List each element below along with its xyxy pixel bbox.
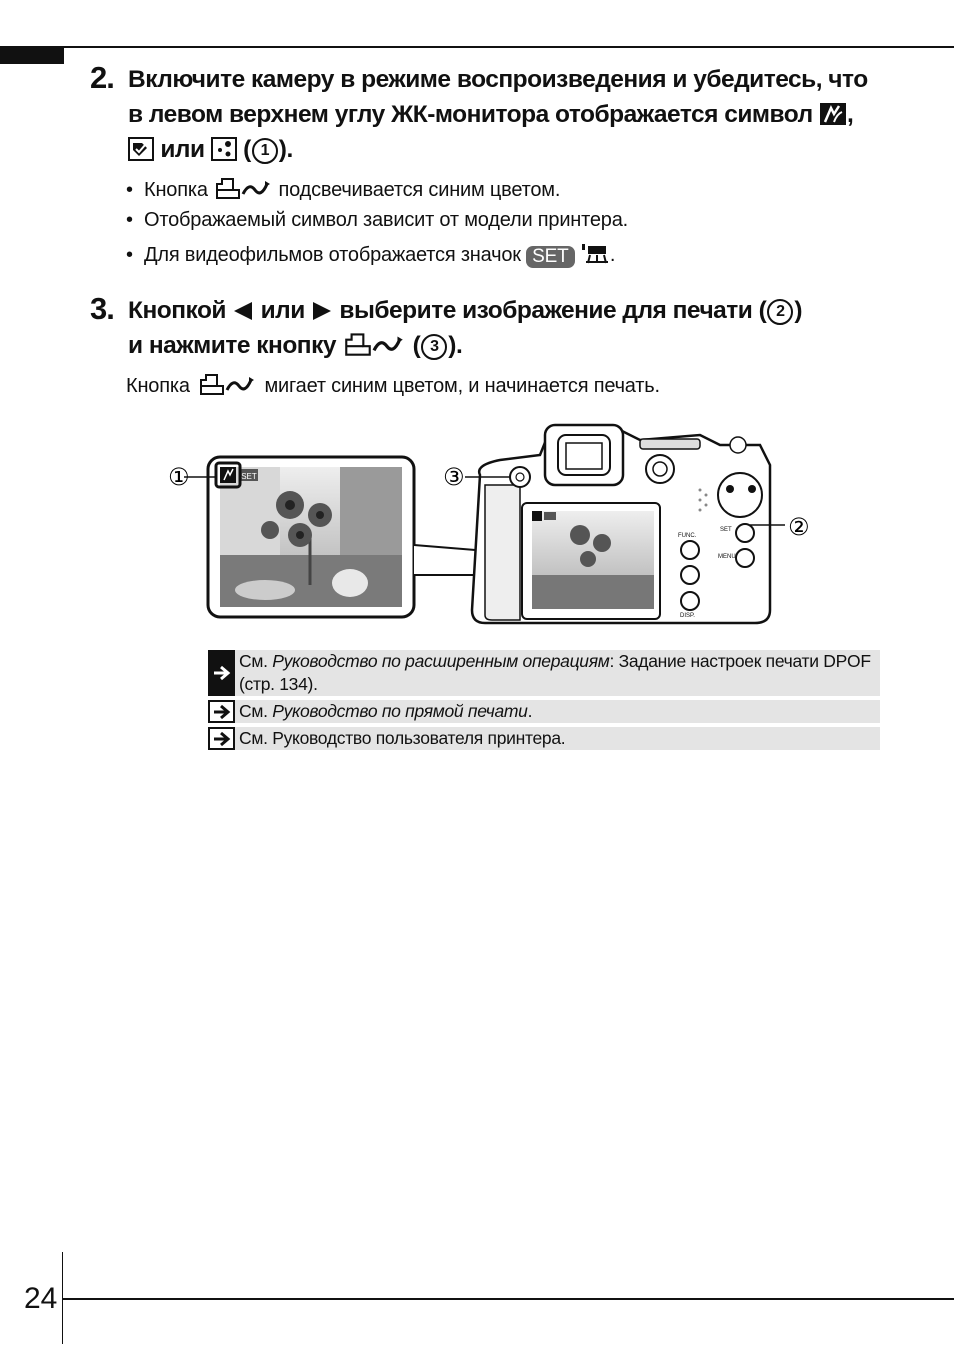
note-3-prefix: См. xyxy=(239,728,268,748)
page-number: 24 xyxy=(24,1282,58,1315)
callout-circle-1: 1 xyxy=(252,138,278,164)
step-2-line2: в левом верхнем углу ЖК-монитора отображается символ xyxy=(128,101,813,128)
step-3-pre: Кнопкой xyxy=(128,297,226,324)
note-2-italic: Руководство по прямой печати xyxy=(272,701,528,721)
note-1-italic: Руководство по расширенным операциям xyxy=(272,651,610,671)
left-arrow-icon xyxy=(232,300,254,322)
note-3 xyxy=(208,727,880,750)
top-tab-block xyxy=(0,46,64,64)
step-2-number: 2. xyxy=(90,60,114,95)
step-2-bullet-2: • Отображаемый символ зависит от модели принтера. xyxy=(126,209,628,231)
pictbridge-icon xyxy=(819,102,847,126)
note-1-rest: : Задание настроек печати DPOF xyxy=(609,651,871,671)
step-3-heading: Кнопкой или выберите изображение для печати ( 2 ) и нажмите кнопку ( 3 ). xyxy=(128,297,802,359)
footer-rule xyxy=(62,1298,954,1300)
callout-1: ① xyxy=(168,463,190,491)
callout-circle-2: 2 xyxy=(767,299,793,325)
step-3-line2: и нажмите кнопку xyxy=(128,332,336,359)
print-share-icon xyxy=(195,372,259,396)
enlarged-lcd xyxy=(208,457,414,617)
step-3-body-pre: Кнопка xyxy=(126,375,190,397)
bullet-3-text: Для видеофильмов отображается значок xyxy=(144,244,521,266)
step-2-line1: Включите камеру в режиме воспроизведения и убедитесь, что xyxy=(128,66,868,93)
note-1 xyxy=(208,650,880,696)
top-rule xyxy=(0,46,954,48)
arrow-icon xyxy=(208,700,235,723)
reference-notes xyxy=(208,650,880,754)
step-2-bullet-1: • Кнопка подсвечивается синим цветом. xyxy=(126,176,560,202)
printer-dots-icon xyxy=(211,137,237,161)
set-badge: SET xyxy=(526,246,574,268)
func-label: FUNC. xyxy=(678,533,697,539)
step-2-heading: Включите камеру в режиме воспроизведения и убедитесь, что в левом верхнем углу ЖК-монитора отображается символ , или ( 1 ). xyxy=(128,66,868,163)
step-3-or: или xyxy=(260,297,305,324)
note-3-rest: Руководство пользователя принтера. xyxy=(272,728,566,748)
lcd-set-label: SET xyxy=(241,472,257,481)
step-2-bullet-3: • Для видеофильмов отображается значок SET . xyxy=(126,241,615,268)
note-2 xyxy=(208,700,880,723)
note-1-prefix: См. xyxy=(239,651,268,671)
menu-label: MENU xyxy=(718,554,736,560)
note-1-line2: (стр. 134). xyxy=(239,674,318,694)
arrow-icon xyxy=(208,650,235,696)
set-label: SET xyxy=(720,527,732,533)
bullet-1-post: подсвечивается синим цветом. xyxy=(278,179,561,201)
movie-icon xyxy=(580,241,610,265)
callout-circle-3: 3 xyxy=(421,334,447,360)
printer-check-icon xyxy=(128,137,154,161)
step-3-body-post: мигает синим цветом, и начинается печать. xyxy=(264,375,660,397)
camera-figure xyxy=(140,405,820,635)
step-2-or: или xyxy=(160,136,205,163)
step-3-body xyxy=(126,372,660,398)
print-share-icon xyxy=(213,176,273,200)
camera-body xyxy=(472,425,770,623)
print-share-icon xyxy=(342,331,406,357)
callout-2: ② xyxy=(788,513,810,541)
disp-label: DISP. xyxy=(680,613,695,619)
step-3-post: выберите изображение для печати ( xyxy=(339,297,767,324)
right-arrow-icon xyxy=(311,300,333,322)
note-2-rest: . xyxy=(527,701,533,721)
arrow-icon xyxy=(208,727,235,750)
callout-3: ③ xyxy=(443,463,465,491)
step-3-number: 3. xyxy=(90,291,114,326)
bullet-1-pre: Кнопка xyxy=(144,179,208,201)
note-2-prefix: См. xyxy=(239,701,268,721)
bullet-2-text: Отображаемый символ зависит от модели принтера. xyxy=(144,209,628,231)
